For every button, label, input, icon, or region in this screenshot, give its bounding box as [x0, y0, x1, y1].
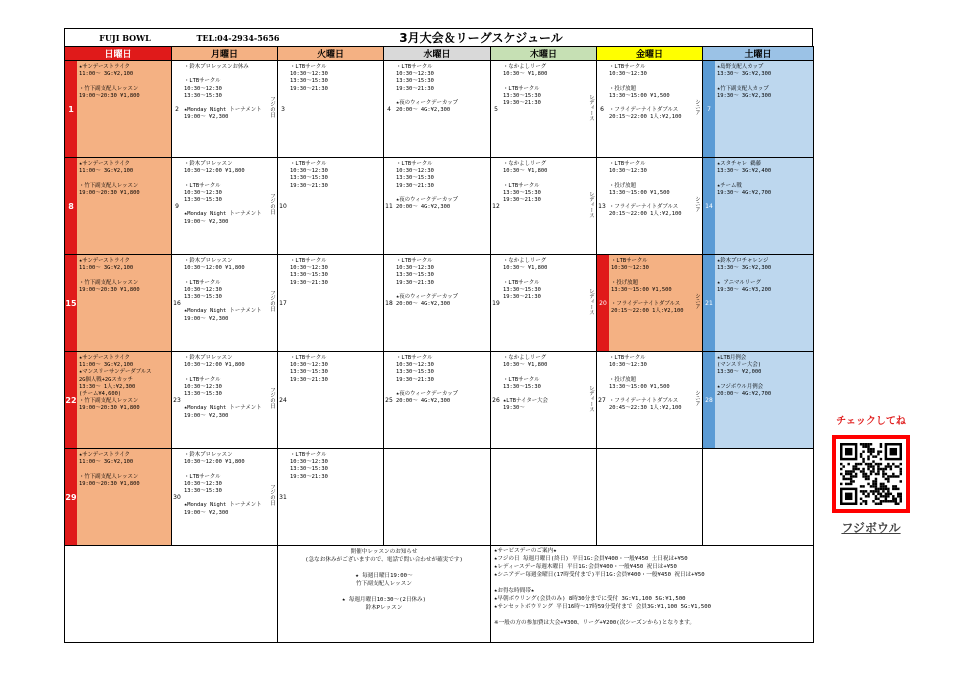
day-cell-mon: [172, 158, 278, 255]
day-events: [607, 449, 702, 545]
day-cell-sun: [65, 255, 172, 352]
qr-label: フジボウル: [841, 521, 901, 535]
day-number: 18: [385, 299, 393, 307]
day-cell-tue: [278, 158, 384, 255]
day-number: 21: [703, 255, 715, 351]
schedule-sheet: [64, 28, 813, 643]
vertical-label: フジの日: [269, 96, 275, 118]
header-thursday: 木曜日: [491, 47, 597, 61]
day-cell-thu: [491, 352, 597, 449]
day-events: ・LTBサークル 10:30〜12:30 13:30〜15:30 19:30〜21:30 ★夜のウィークデーカップ 20:00〜 4G:¥2,300: [396, 355, 459, 405]
day-number: 15: [65, 255, 77, 351]
day-number: 26: [492, 396, 500, 404]
check-label: チェックしてね: [836, 416, 906, 427]
day-cell-mon: [172, 449, 278, 546]
day-events: ・LTBサークル 10:30〜12:30 ・投げ放題 13:30〜15:00 ¥1,500 ・フライデーナイトダブルス 20:15〜22:00 1人:¥2,100: [609, 161, 682, 218]
vertical-label: シニア: [694, 292, 700, 310]
day-cell-fri: [597, 449, 703, 546]
day-events: ・LTBサークル 10:30〜12:30 ・投げ放題 13:30〜15:00 ¥1,500 ・フライデーナイトダブルス 20:15〜22:00 1人:¥2,100: [611, 258, 684, 315]
day-cell-tue: [278, 61, 384, 158]
day-events: ・LTBサークル 10:30〜12:30 13:30〜15:30 19:30〜21:30 ★夜のウィークデーカップ 20:00〜 4G:¥2,300: [396, 64, 459, 114]
day-events: ★サンデーストライク 11:00〜 3G:¥2,100 ・竹下副支配人レッスン 19:00〜20:30 ¥1,800: [79, 258, 140, 293]
day-number: 2: [175, 105, 179, 113]
day-number: 9: [175, 202, 179, 210]
vertical-label: シニア: [694, 195, 700, 213]
day-cell-thu: [491, 61, 597, 158]
day-events: ・なかよしリーグ 10:30〜 ¥1,800 ・LTBサークル 13:30〜15:30 ★LTBナイター大会 19:30〜: [503, 355, 548, 412]
day-cell-tue: [278, 449, 384, 546]
vertical-label: シニア: [694, 98, 700, 116]
day-cell-sat: [703, 449, 814, 546]
day-events: ・鈴木プロレッスンお休み ・LTBサークル 10:30〜12:30 13:30〜15:30 ★Monday Night トーナメント 19:00〜 ¥2,300: [184, 64, 262, 121]
day-number: 10: [279, 202, 287, 210]
day-number: 3: [281, 105, 285, 113]
day-cell-sun: [65, 352, 172, 449]
vertical-label: フジの日: [269, 193, 275, 215]
lesson-notice-text: 開催中レッスンのお知らせ (急なお休みがございますので、電話で問い合わせが確実です) ★ 毎週日曜日19:00〜 竹下副支配人レッスン ★ 毎週月曜日10:30〜(2日休み) 鈴木Pレッスン: [305, 549, 463, 611]
day-events: ・鈴木プロレッスン 10:30〜12:00 ¥1,800 ・LTBサークル 10:30〜12:30 13:30〜15:30 ★Monday Night トーナメント 19:00〜 ¥2,300: [184, 161, 262, 225]
day-cell-wed: [384, 158, 491, 255]
day-events: ・なかよしリーグ 10:30〜 ¥1,800 ・LTBサークル 13:30〜15:30 19:30〜21:30: [503, 64, 548, 107]
day-cell-sat: [703, 61, 814, 158]
day-cell-sun: [65, 449, 172, 546]
sheet-header: [64, 28, 813, 46]
day-cell-sat: [703, 158, 814, 255]
day-number: 5: [494, 105, 498, 113]
qr-code-graphic: [840, 443, 902, 505]
day-cell-mon: [172, 255, 278, 352]
week-row: [65, 255, 814, 352]
day-events: [713, 449, 813, 545]
day-events: [501, 449, 596, 545]
day-number: 12: [492, 202, 500, 210]
vertical-label: レディース: [588, 287, 594, 315]
vertical-label: レディース: [588, 384, 594, 412]
day-events: ★島野支配人カップ 13:30〜 3G:¥2,300 ★竹下副支配人カップ 19:30〜 3G:¥2,300: [717, 64, 772, 99]
vertical-label: レディース: [588, 190, 594, 218]
header-sunday: 日曜日: [65, 47, 172, 61]
day-number: 31: [279, 493, 287, 501]
service-notice: [491, 546, 814, 643]
day-number: 14: [703, 158, 715, 254]
day-cell-sun: [65, 61, 172, 158]
day-number: 11: [385, 202, 393, 210]
day-number: [597, 449, 607, 545]
day-cell-wed: [384, 449, 491, 546]
day-number: 23: [173, 396, 181, 404]
day-cell-thu: [491, 255, 597, 352]
day-cell-thu: [491, 449, 597, 546]
day-cell-sat: [703, 255, 814, 352]
day-cell-fri: [597, 255, 703, 352]
day-events: [394, 449, 490, 545]
day-cell-sat: [703, 352, 814, 449]
header-friday: 金曜日: [597, 47, 703, 61]
day-cell-mon: [172, 352, 278, 449]
day-events: ★サンデーストライク 11:00〜 3G:¥2,100 ・竹下副支配人レッスン 19:00〜20:30 ¥1,800: [79, 161, 140, 196]
page-title: 3月大会＆リーグスケジュール: [399, 31, 563, 45]
day-events: ・LTBサークル 10:30〜12:30 ・投げ放題 13:30〜15:00 ¥1,500 ・フライデーナイトダブルス 20:45〜22:30 1人:¥2,100: [609, 355, 682, 412]
day-number: 1: [65, 61, 77, 157]
week-row: [65, 61, 814, 158]
day-cell-tue: [278, 255, 384, 352]
week-row: [65, 449, 814, 546]
day-events: ・LTBサークル 10:30〜12:30 13:30〜15:30 19:30〜21:30: [290, 452, 328, 480]
day-cell-wed: [384, 61, 491, 158]
day-events: ★サンデーストライク 11:00〜 3G:¥2,100 ・竹下副支配人レッスン 19:00〜20:30 ¥1,800: [79, 64, 140, 99]
header-wednesday: 水曜日: [384, 47, 491, 61]
header-tuesday: 火曜日: [278, 47, 384, 61]
day-cell-tue: [278, 352, 384, 449]
day-number: 28: [703, 352, 715, 448]
schedule-table: [64, 46, 814, 643]
vertical-label: レディース: [588, 93, 594, 121]
qr-panel: [825, 412, 917, 536]
info-blank: [65, 546, 278, 643]
day-cell-fri: [597, 61, 703, 158]
day-number: [703, 449, 713, 545]
day-events: ・LTBサークル 10:30〜12:30 13:30〜15:30 19:30〜21:30 ★夜のウィークデーカップ 20:00〜 4G:¥2,300: [396, 258, 459, 308]
day-number: 30: [173, 493, 181, 501]
day-number: 8: [65, 158, 77, 254]
telephone: TEL:04-2934-5656: [196, 32, 280, 43]
day-number: 17: [279, 299, 287, 307]
vertical-label: フジの日: [269, 484, 275, 506]
day-events: ・LTBサークル 10:30〜12:30 13:30〜15:30 19:30〜21:30: [290, 64, 328, 92]
day-events: ★LTB月例会 (マンスリー大会) 13:30〜 ¥2,000 ★フジボウル月例会 20:00〜 4G:¥2,700: [717, 355, 772, 398]
day-number: [384, 449, 394, 545]
day-cell-wed: [384, 255, 491, 352]
day-events: ・なかよしリーグ 10:30〜 ¥1,800 ・LTBサークル 13:30〜15:30 19:30〜21:30: [503, 258, 548, 301]
day-events: ・鈴木プロレッスン 10:30〜12:00 ¥1,800 ・LTBサークル 10:30〜12:30 13:30〜15:30 ★Monday Night トーナメント 19:00〜 ¥2,300: [184, 258, 262, 322]
vertical-label: フジの日: [269, 290, 275, 312]
header-monday: 月曜日: [172, 47, 278, 61]
day-events: ★サンデーストライク 11:00〜 3G:¥2,100 ★マンスリーサンデーダブルス 2G個人戦+2Gスカッチ 13:30〜 1人:¥2,300 (チーム¥4,600) ・竹下副支配人レッスン 19:00〜20:30 ¥1,800: [79, 355, 152, 412]
day-cell-wed: [384, 352, 491, 449]
week-row: [65, 352, 814, 449]
day-cell-mon: [172, 61, 278, 158]
lesson-notice: [278, 546, 491, 643]
day-number: 13: [598, 202, 606, 210]
qr-code-icon[interactable]: [832, 435, 910, 513]
day-cell-thu: [491, 158, 597, 255]
day-number: 22: [65, 352, 77, 448]
day-number: 29: [65, 449, 77, 545]
day-events: ・LTBサークル 10:30〜12:30 13:30〜15:30 19:30〜21:30: [290, 161, 328, 189]
week-row: [65, 158, 814, 255]
day-number: [491, 449, 501, 545]
day-events: ・LTBサークル 10:30〜12:30 13:30〜15:30 19:30〜21:30: [290, 258, 328, 286]
day-number: 25: [385, 396, 393, 404]
day-number: 6: [600, 105, 604, 113]
day-events: ★サンデーストライク 11:00〜 3G:¥2,100 ・竹下副支配人レッスン 19:00〜20:30 ¥1,800: [79, 452, 140, 487]
day-number: 7: [703, 61, 715, 157]
day-events: ★スタチャレ 鵜藤 13:30〜 3G:¥2,400 ★チーム戦 19:30〜 4G:¥2,700: [717, 161, 772, 196]
header-saturday: 土曜日: [703, 47, 814, 61]
day-events: ・LTBサークル 10:30〜12:30 13:30〜15:30 19:30〜21:30 ★夜のウィークデーカップ 20:00〜 4G:¥2,300: [396, 161, 459, 211]
day-number: 24: [279, 396, 287, 404]
day-events: ・鈴木プロレッスン 10:30〜12:00 ¥1,800 ・LTBサークル 10:30〜12:30 13:30〜15:30 ★Monday Night トーナメント 19:00〜 ¥2,300: [184, 355, 262, 419]
day-cell-fri: [597, 158, 703, 255]
day-events: ・LTBサークル 10:30〜12:30 ・投げ放題 13:30〜15:00 ¥1,500 ・フライデーナイトダブルス 20:15〜22:00 1人:¥2,100: [609, 64, 682, 121]
day-number: 20: [597, 255, 609, 351]
day-number: 4: [387, 105, 391, 113]
day-cell-sun: [65, 158, 172, 255]
vertical-label: フジの日: [269, 387, 275, 409]
day-events: ・なかよしリーグ 10:30〜 ¥1,800 ・LTBサークル 13:30〜15:30 19:30〜21:30: [503, 161, 548, 204]
day-number: 27: [598, 396, 606, 404]
brand-name: FUJI BOWL: [99, 32, 151, 43]
day-events: ・LTBサークル 10:30〜12:30 13:30〜15:30 19:30〜21:30: [290, 355, 328, 383]
day-events: ★鈴木プロチャレンジ 13:30〜 3G:¥2,300 ★ アニマルリーグ 19:30〜 4G:¥3,200: [717, 258, 772, 293]
vertical-label: シニア: [694, 389, 700, 407]
day-number: 16: [173, 299, 181, 307]
day-cell-fri: [597, 352, 703, 449]
day-number: 19: [492, 299, 500, 307]
day-events: ・鈴木プロレッスン 10:30〜12:00 ¥1,800 ・LTBサークル 10:30〜12:30 13:30〜15:30 ★Monday Night トーナメント 19:00〜 ¥2,300: [184, 452, 262, 516]
service-notice-text: ★サービスデーのご案内★ ★フジの日 毎週月曜日(終日) 平日1G:会員¥400・一般¥450 土日祝は+¥50 ★レディースデー毎週木曜日 平日1G:会員¥400・一般¥450 祝日は+¥50 ★シニアデー毎週金曜日(17時受付まで)平日1G:会員¥400・一般¥450 祝日は+¥50 ★お得な時間帯★ ★早朝ボウリング(会員のみ) 8時30分までに受付 3G:¥1,100 5G:¥1,500 ★サンセットボウリング 平日16時〜17時59分受付まで 会員3G:¥1,100 5G:¥1,500 ※一般の方の参加費は大会+¥300、リーグ+¥200(次シーズンから)となります。: [494, 548, 711, 626]
